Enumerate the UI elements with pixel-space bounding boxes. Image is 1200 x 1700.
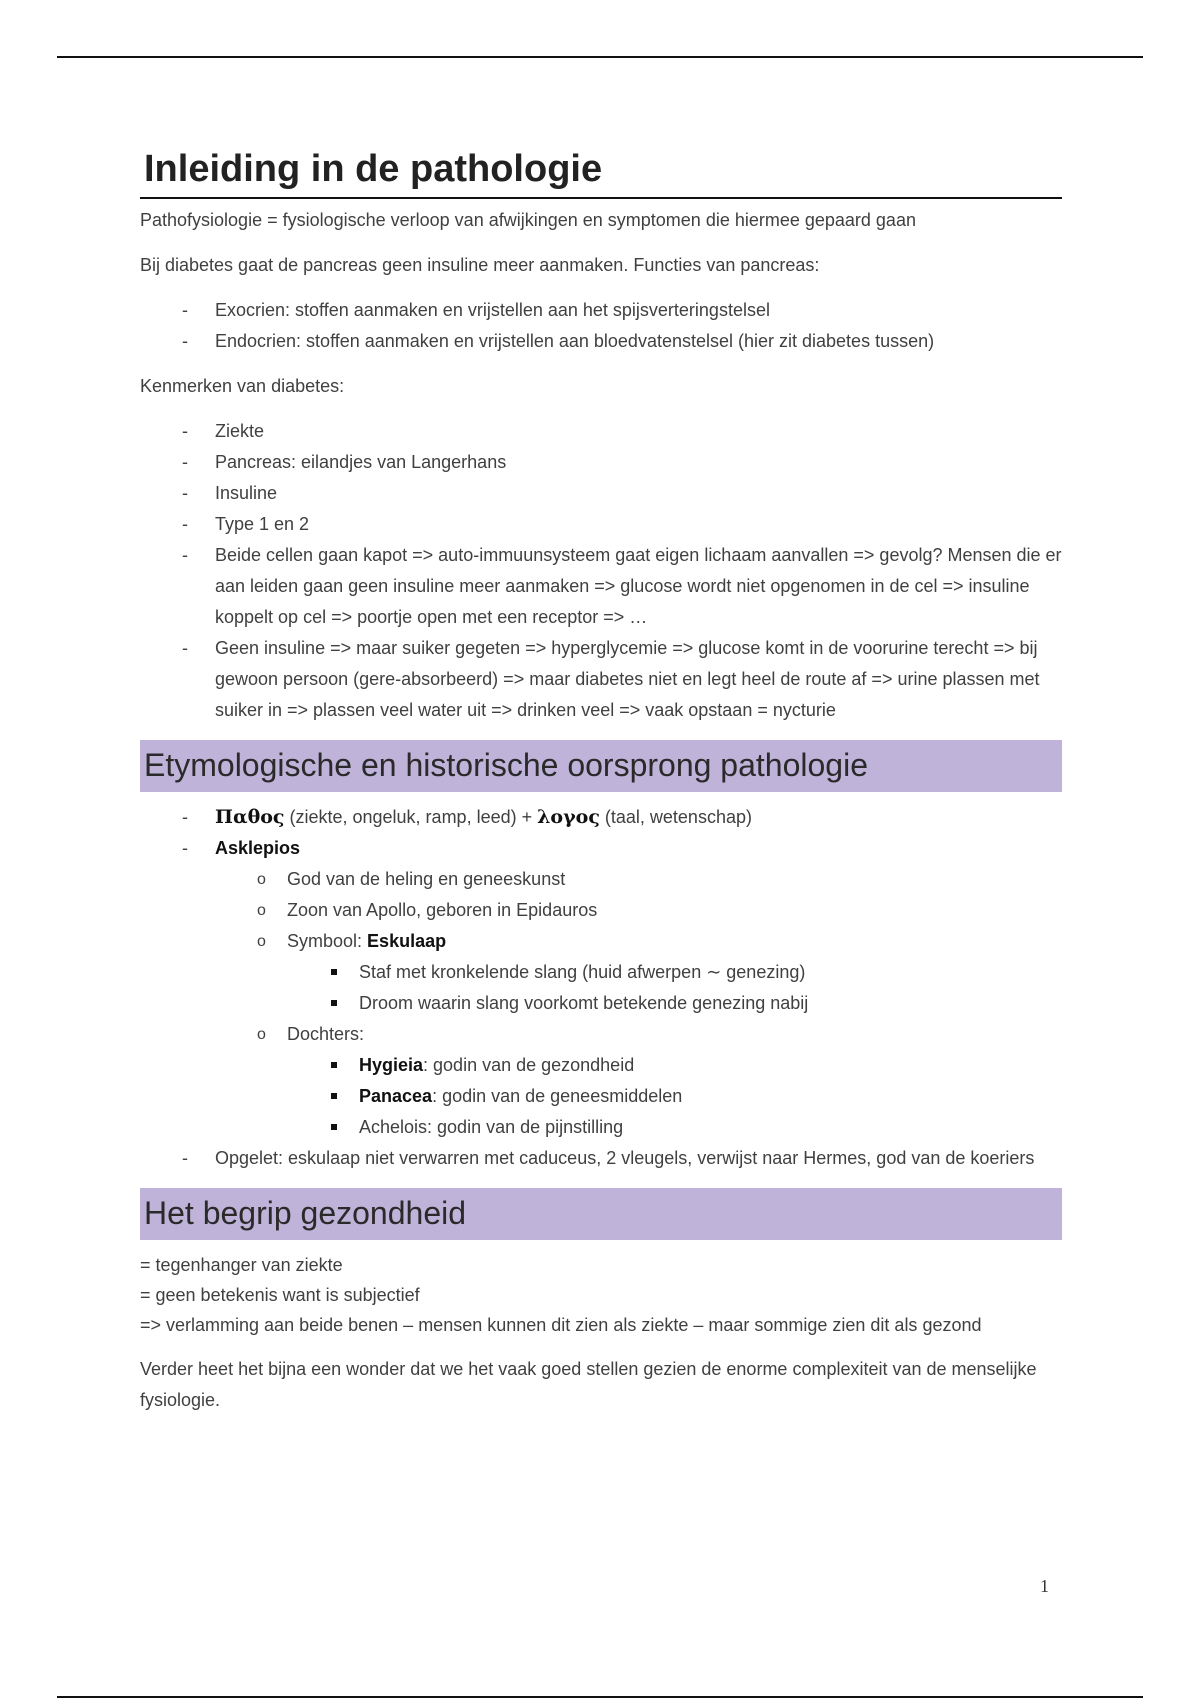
greek-logos: λογος [537, 806, 600, 828]
logos-desc: (taal, wetenschap) [599, 807, 752, 827]
asklepios-label: Asklepios [215, 838, 301, 858]
paragraph-diabetes-intro: Bij diabetes gaat de pancreas geen insuline meer aanmaken. Functies van pancreas: [140, 255, 820, 275]
paragraph-kenmerken: Kenmerken van diabetes: [140, 376, 345, 396]
greek-pathos: Παθος [215, 806, 285, 828]
list-item: o Zoon van Apollo, geboren in Epidauros [255, 895, 1062, 926]
daughters-sublist [287, 1050, 1062, 1143]
list-item: Droom waarin slang voorkomt betekende genezing nabij [327, 988, 1062, 1019]
pancreas-functions-list [140, 295, 1062, 357]
list-item: - Endocrien: stoffen aanmaken en vrijstellen aan bloedvatenstelsel (hier zit diabetes tussen) [182, 326, 1062, 357]
daughter-desc: : godin van de geneesmiddelen [432, 1086, 683, 1106]
document-page [140, 145, 1062, 1416]
etymology-list [140, 802, 1062, 1174]
list-item: - Type 1 en 2 [182, 509, 1062, 540]
list-item [327, 1081, 1062, 1112]
paragraph-closing: Verder heet het bijna een wonder dat we het vaak goed stellen gezien de enorme complexiteit van de menselijke fysiologie. [140, 1359, 1037, 1410]
daughters-label: Dochters: [287, 1024, 365, 1044]
list-item: Staf met kronkelende slang (huid afwerpen ∼ genezing) [327, 957, 1062, 988]
line-verlamming: => verlamming aan beide benen – mensen kunnen dit zien als ziekte – maar sommige zien dit als gezond [140, 1315, 982, 1335]
page-number: 1 [1040, 1576, 1049, 1596]
header-rule [57, 56, 1143, 58]
list-item: - Ziekte [182, 416, 1062, 447]
list-item: - Insuline [182, 478, 1062, 509]
list-item: - Pancreas: eilandjes van Langerhans [182, 447, 1062, 478]
footer-rule [57, 1696, 1143, 1698]
symbol-name: Eskulaap [367, 931, 447, 951]
symbol-prefix: Symbool: [287, 931, 368, 951]
daughter-desc: : godin van de gezondheid [423, 1055, 635, 1075]
list-item-opgelet: - Opgelet: eskulaap niet verwarren met caduceus, 2 vleugels, verwijst naar Hermes, god van de koeriers [182, 1143, 1062, 1174]
list-item-dochters [255, 1019, 1062, 1143]
asklepios-sublist [215, 864, 1062, 1143]
list-item-symbool [255, 926, 1062, 1019]
list-item-pathos-logos [182, 802, 1062, 833]
page-title: Inleiding in de pathologie [140, 145, 1062, 199]
list-item: - Beide cellen gaan kapot => auto-immuunsysteem gaat eigen lichaam aanvallen => gevolg? Mensen die er aan leiden gaan geen insuline meer aanmaken => glucose wordt niet opgenomen in de cel => insuline koppelt op cel => poortje open met een receptor => … [182, 540, 1062, 633]
list-item: - Exocrien: stoffen aanmaken en vrijstellen aan het spijsverteringstelsel [182, 295, 1062, 326]
diabetes-features-list [140, 416, 1062, 726]
line-tegenhanger: = tegenhanger van ziekte [140, 1255, 343, 1275]
list-item: - Geen insuline => maar suiker gegeten => hyperglycemie => glucose komt in de voorurine terecht => bij gewoon persoon (gere-absorbeerd) => maar diabetes niet en legt heel de route af => urine plassen met suiker in => plassen veel water uit => drinken veel => vaak opstaan = nycturie [182, 633, 1062, 726]
symbol-sublist [287, 957, 1062, 1019]
daughter-name: Panacea [359, 1086, 433, 1106]
list-item-asklepios [182, 833, 1062, 1143]
section-heading-gezondheid: Het begrip gezondheid [140, 1188, 1062, 1240]
daughter-desc: Achelois: godin van de pijnstilling [359, 1117, 624, 1137]
section-heading-etymologie: Etymologische en historische oorsprong pathologie [140, 740, 1062, 792]
line-subjectief: = geen betekenis want is subjectief [140, 1285, 420, 1305]
list-item [327, 1050, 1062, 1081]
paragraph-pathofysiologie: Pathofysiologie = fysiologische verloop van afwijkingen en symptomen die hiermee gepaard gaan [140, 210, 916, 230]
daughter-name: Hygieia [359, 1055, 424, 1075]
list-item: o God van de heling en geneeskunst [255, 864, 1062, 895]
list-item [327, 1112, 1062, 1143]
pathos-desc: (ziekte, ongeluk, ramp, leed) + [284, 807, 538, 827]
